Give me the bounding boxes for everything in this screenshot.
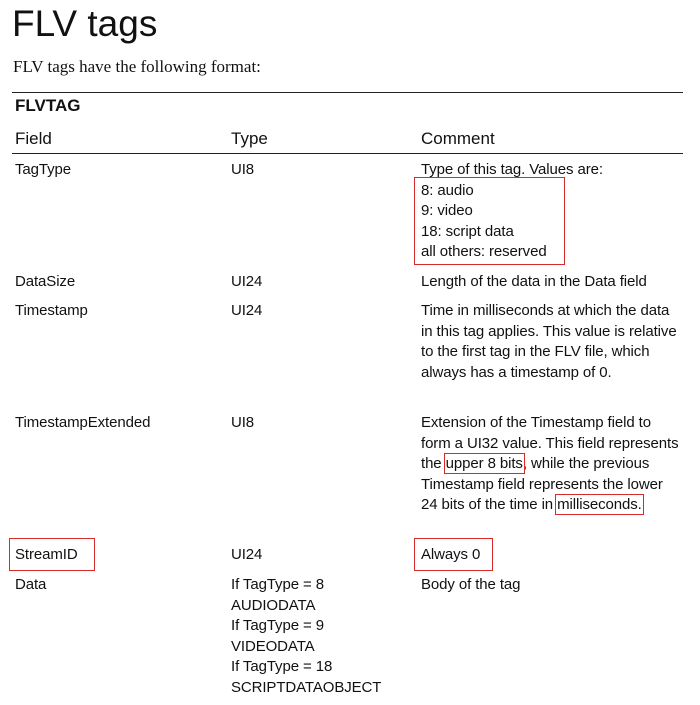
row-datasize-field: DataSize xyxy=(15,273,76,290)
tagtype-values-highlight xyxy=(414,177,565,265)
row-tagtype-field: TagType xyxy=(15,161,72,178)
row-timestampext-field: TimestampExtended xyxy=(15,414,151,431)
tagtype-value-reserved: all others: reserved xyxy=(421,243,547,260)
tagtype-comment-intro: Type of this tag. Values are: xyxy=(421,161,603,178)
tagtype-value-audio: 8: audio xyxy=(421,181,474,199)
data-type-line: If TagType = 9 xyxy=(231,617,324,634)
table-name: FLVTAG xyxy=(15,96,81,115)
data-type-line: VIDEODATA xyxy=(231,637,315,655)
data-type-line: AUDIODATA xyxy=(231,596,316,614)
page-title: FLV tags xyxy=(12,3,158,44)
streamid-comment-highlight xyxy=(414,538,493,571)
timestampext-comment-part2: , while the previous Timestamp field represents the lower 24 bits of the time in xyxy=(421,455,663,513)
row-timestamp-comment: Time in milliseconds at which the data in this tag applies. This value is relative to the first tag in the FLV file, which always has a timestamp of 0. xyxy=(421,302,677,381)
milliseconds-highlight: milliseconds. xyxy=(557,496,642,513)
row-streamid-field: StreamID xyxy=(15,546,78,563)
header-field: Field xyxy=(15,129,52,148)
row-timestamp-field: Timestamp xyxy=(15,302,88,319)
data-type-line: SCRIPTDATAOBJECT xyxy=(231,678,382,696)
data-type-line: If TagType = 8 xyxy=(231,576,324,593)
row-datasize-comment: Length of the data in the Data field xyxy=(421,273,647,290)
row-streamid-type: UI24 xyxy=(231,546,263,563)
streamid-field-highlight xyxy=(9,538,95,571)
row-streamid-comment: Always 0 xyxy=(421,546,481,563)
upper-bits-highlight: upper 8 bits xyxy=(445,455,523,472)
tagtype-value-script: 18: script data xyxy=(421,222,514,240)
row-datasize-type: UI24 xyxy=(231,273,263,290)
row-data-comment: Body of the tag xyxy=(421,576,521,593)
intro-text: FLV tags have the following format: xyxy=(13,57,261,76)
header-comment: Comment xyxy=(421,129,495,148)
data-type-line: If TagType = 18 xyxy=(231,658,333,675)
timestampext-comment-part1: Extension of the Timestamp field to form a UI32 value. This field represents the xyxy=(421,414,679,472)
header-rule xyxy=(12,153,683,154)
row-tagtype-type: UI8 xyxy=(231,161,255,178)
header-type: Type xyxy=(231,129,268,148)
tagtype-value-video: 9: video xyxy=(421,202,473,219)
table-top-rule xyxy=(12,92,683,93)
row-timestampext-type: UI8 xyxy=(231,414,255,431)
row-timestampext-comment xyxy=(421,413,683,516)
row-timestamp-type: UI24 xyxy=(231,302,263,319)
row-data-type xyxy=(231,575,381,698)
row-data-field: Data xyxy=(15,576,47,593)
